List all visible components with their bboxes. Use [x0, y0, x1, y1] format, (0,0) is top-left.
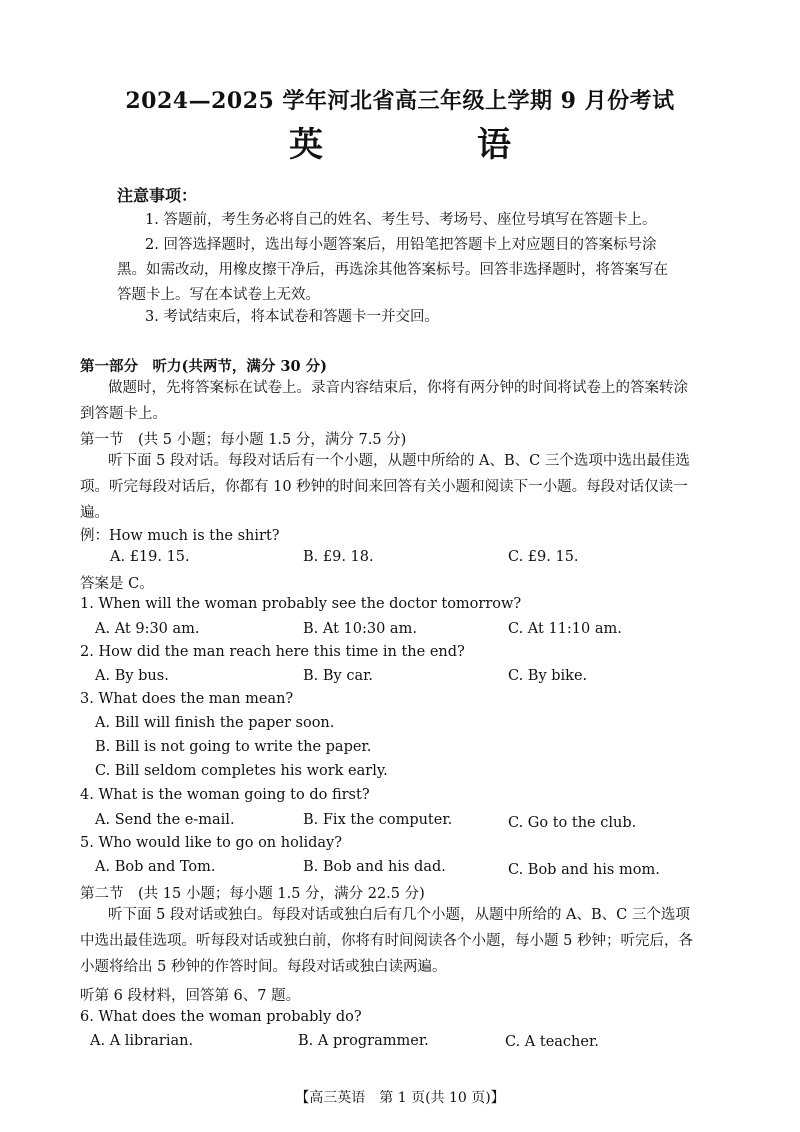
material-6-label: 听第 6 段材料，回答第 6、7 题。	[80, 988, 301, 1004]
q3-option-b: B. Bill is not going to write the paper.	[95, 739, 372, 755]
notice-heading: 注意事项：	[117, 186, 198, 205]
example-option-a: A. £19. 15.	[110, 549, 190, 565]
question-1: 1. When will the woman probably see the doctor tomorrow?	[80, 596, 522, 612]
q4-option-b: B. Fix the computer.	[303, 812, 453, 828]
q6-option-c: C. A teacher.	[505, 1034, 599, 1050]
q4-option-a: A. Send the e-mail.	[95, 812, 235, 828]
q4-option-c: C. Go to the club.	[508, 815, 637, 831]
example-option-c: C. £9. 15.	[508, 549, 579, 565]
subject-title: 英 语	[289, 125, 571, 165]
q3-option-a: A. Bill will finish the paper soon.	[95, 715, 335, 731]
section1-intro: 听下面 5 段对话。每段对话后有一个小题，从题中所给的 A、B、C 三个选项中选出最佳选项。听完每段对话后，你都有 10 秒钟的时间来回答有关小题和阅读下一小题。每段对话仅读一遍。	[80, 453, 690, 521]
question-3: 3. What does the man mean?	[80, 691, 294, 707]
q1-option-b: B. At 10:30 am.	[303, 621, 417, 637]
section2-intro: 听下面 5 段对话或独白。每段对话或独白后有几个小题，从题中所给的 A、B、C 三个选项中选出最佳选项。听每段对话或独白前，你将有时间阅读各个小题，每小题 5 秒钟；听完后，各小题将给出 5 秒钟的作答时间。每段对话或独白读两遍。	[80, 907, 693, 975]
q2-option-a: A. By bus.	[95, 668, 169, 684]
example-answer: 答案是 C。	[80, 576, 154, 592]
notice-item-1: 1. 答题前，考生务必将自己的姓名、考生号、考场号、座位号填写在答题卡上。	[145, 212, 657, 228]
q1-option-a: A. At 9:30 am.	[95, 621, 200, 637]
example-option-b: B. £9. 18.	[303, 549, 374, 565]
example-question: 例：How much is the shirt?	[80, 528, 280, 544]
question-5: 5. Who would like to go on holiday?	[80, 835, 342, 851]
q3-option-c: C. Bill seldom completes his work early.	[95, 763, 388, 779]
q2-option-b: B. By car.	[303, 668, 374, 684]
q6-option-a: A. A librarian.	[90, 1033, 194, 1049]
part1-intro: 做题时，先将答案标在试卷上。录音内容结束后，你将有两分钟的时间将试卷上的答案转涂到答题卡上。	[80, 380, 688, 422]
notice-item-3: 3. 考试结束后，将本试卷和答题卡一并交回。	[145, 309, 439, 325]
q5-option-a: A. Bob and Tom.	[95, 859, 216, 875]
q2-option-c: C. By bike.	[508, 668, 588, 684]
question-4: 4. What is the woman going to do first?	[80, 787, 370, 803]
q5-option-c: C. Bob and his mom.	[508, 862, 660, 878]
section1-heading: 第一节 (共 5 小题；每小题 1.5 分，满分 7.5 分)	[80, 432, 407, 448]
q5-option-b: B. Bob and his dad.	[303, 859, 446, 875]
question-6: 6. What does the woman probably do?	[80, 1009, 362, 1025]
notice-item-2: 2. 回答选择题时，选出每小题答案后，用铅笔把答题卡上对应题目的答案标号涂黑。如需改动，用橡皮擦干净后，再选涂其他答案标号。回答非选择题时，将答案写在答题卡上。写在本试卷上无效。	[117, 237, 668, 303]
part1-heading: 第一部分 听力(共两节，满分 30 分)	[80, 358, 327, 375]
q1-option-c: C. At 11:10 am.	[508, 621, 622, 637]
section2-heading: 第二节 (共 15 小题；每小题 1.5 分，满分 22.5 分)	[80, 886, 425, 902]
exam-title: 2024—2025 学年河北省高三年级上学期 9 月份考试	[125, 88, 675, 114]
q6-option-b: B. A programmer.	[298, 1033, 429, 1049]
question-2: 2. How did the man reach here this time in the end?	[80, 644, 465, 660]
page-footer: 【高三英语 第 1 页(共 10 页)】	[295, 1090, 505, 1106]
